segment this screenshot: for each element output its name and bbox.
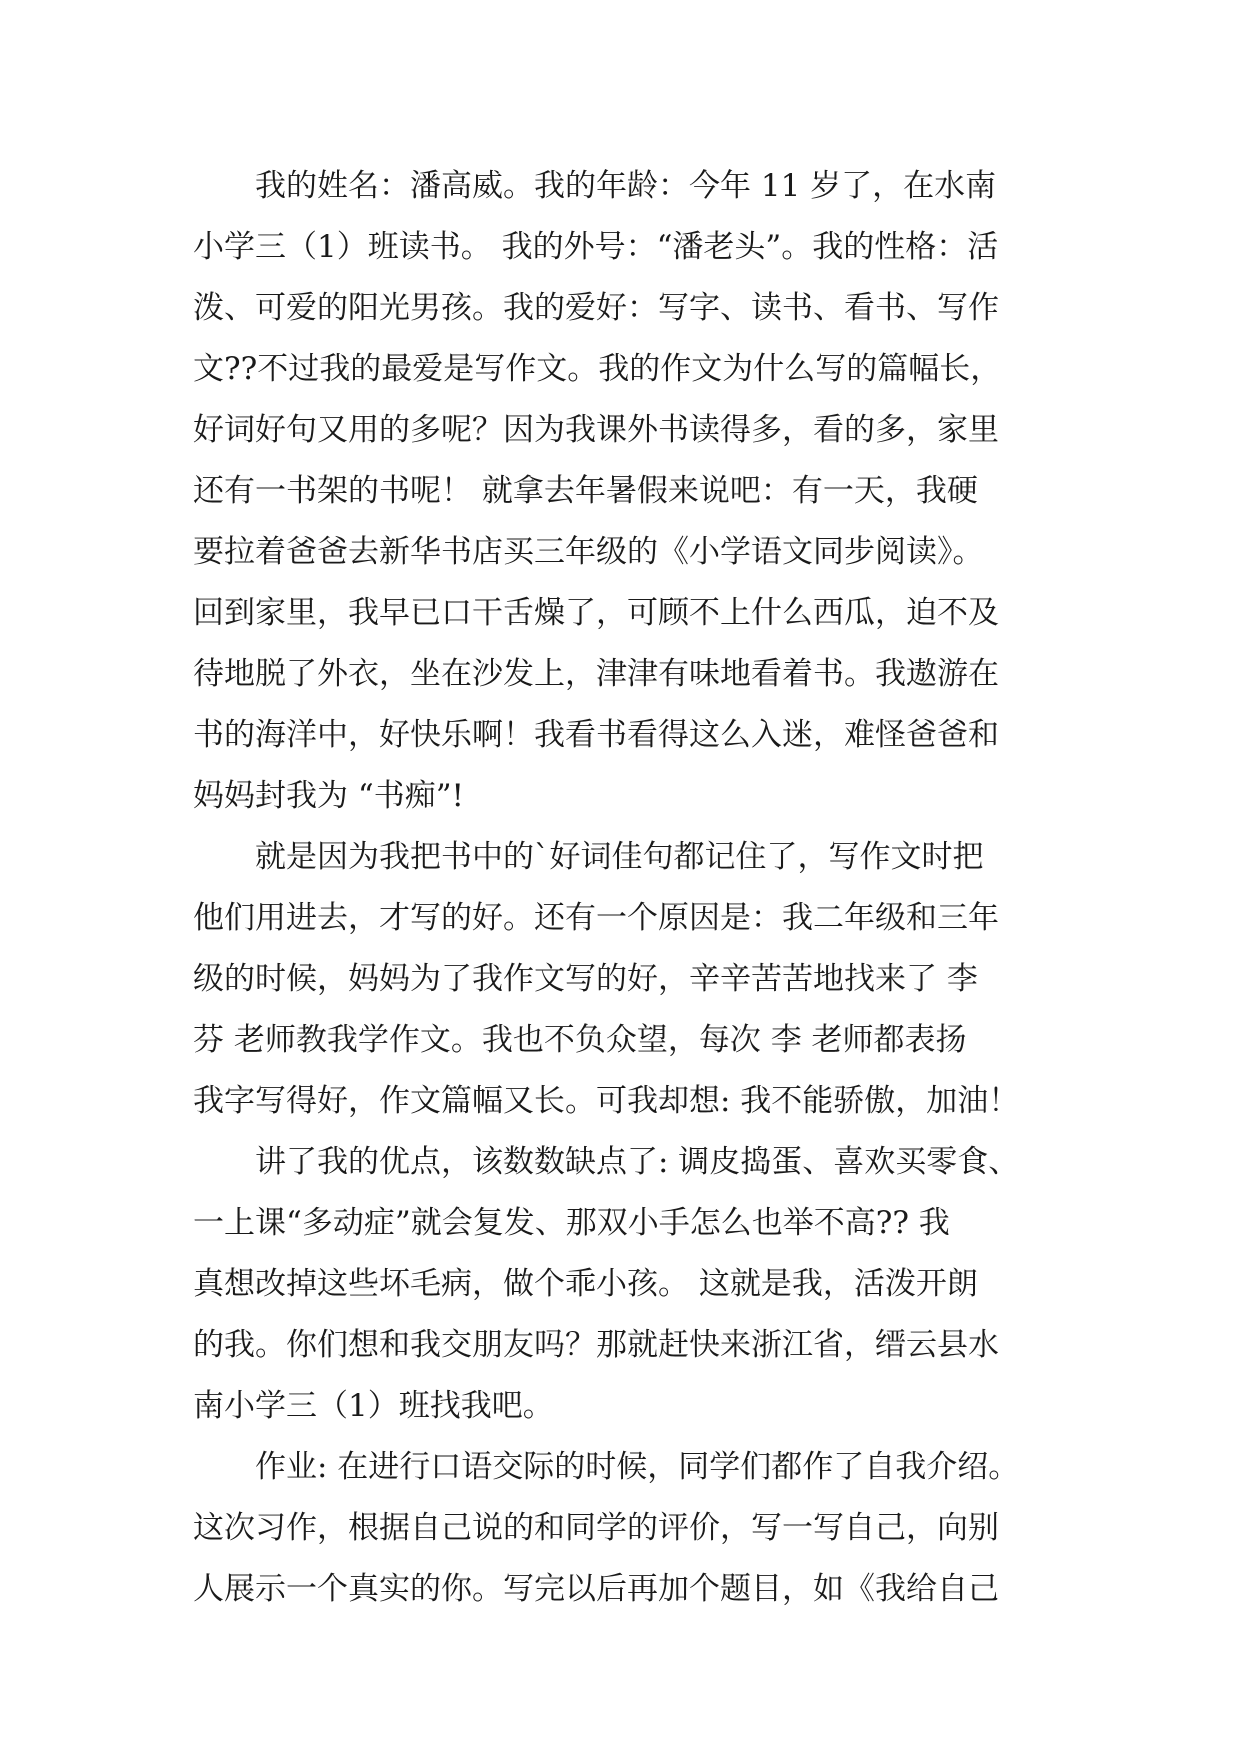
paragraph-3-line-5: 南小学三（1）班找我吧。 (193, 1388, 554, 1424)
paragraph-2-line-5: 我字写得好，作文篇幅又长。可我却想: 我不能骄傲，加油！ (193, 1083, 1020, 1119)
paragraph-3-line-2: 一上课“多动症”就会复发、那双小手怎么也举不高?? 我 (193, 1205, 950, 1241)
paragraph-3-line-3: 真想改掉这些坏毛病，做个乖小孩。 这就是我，活泼开朗 (193, 1266, 978, 1302)
paragraph-1-line-7: 要拉着爸爸去新华书店买三年级的《小学语文同步阅读》。 (193, 534, 984, 570)
paragraph-1-line-4: 文??不过我的最爱是写作文。我的作文为什么写的篇幅长， (193, 351, 1002, 387)
paragraph-1-line-5: 好词好句又用的多呢？因为我课外书读得多，看的多，家里 (193, 412, 999, 448)
paragraph-1-line-11: 妈妈封我为 “书痴”! (193, 778, 465, 814)
paragraph-1-line-1: 我的姓名：潘高威。我的年龄：今年 11 岁了，在水南 (255, 168, 997, 204)
paragraph-2-line-4: 芬 老师教我学作文。我也不负众望，每次 李 老师都表扬 (193, 1022, 967, 1058)
paragraph-3-line-4: 的我。你们想和我交朋友吗？那就赶快来浙江省，缙云县水 (193, 1327, 999, 1363)
paragraph-4-line-1: 作业: 在进行口语交际的时候，同学们都作了自我介绍。 (255, 1449, 1020, 1485)
paragraph-4-line-3: 人展示一个真实的你。写完以后再加个题目，如《我给自己 (193, 1571, 999, 1607)
paragraph-3-line-1: 讲了我的优点，该数数缺点了: 调皮捣蛋、喜欢买零食、 (255, 1144, 1020, 1180)
paragraph-1-line-2: 小学三（1）班读书。 我的外号：“潘老头”。我的性格：活 (193, 229, 999, 265)
paragraph-1-line-10: 书的海洋中，好快乐啊！我看书看得这么入迷，难怪爸爸和 (193, 717, 999, 753)
paragraph-1-line-6: 还有一书架的书呢！ 就拿去年暑假来说吧：有一天，我硬 (193, 473, 978, 509)
paragraph-4-line-2: 这次习作，根据自己说的和同学的评价，写一写自己，向别 (193, 1510, 999, 1546)
paragraph-2-line-1: 就是因为我把书中的`好词佳句都记住了，写作文时把 (255, 839, 984, 875)
paragraph-1-line-9: 待地脱了外衣，坐在沙发上，津津有味地看着书。我遨游在 (193, 656, 999, 692)
paragraph-1-line-8: 回到家里，我早已口干舌燥了，可顾不上什么西瓜，迫不及 (193, 595, 999, 631)
paragraph-2-line-2: 他们用进去，才写的好。还有一个原因是：我二年级和三年 (193, 900, 999, 936)
document-body (193, 156, 1053, 1620)
paragraph-2-line-3: 级的时候，妈妈为了我作文写的好，辛辛苦苦地找来了 李 (193, 961, 978, 997)
paragraph-1-line-3: 泼、可爱的阳光男孩。我的爱好：写字、读书、看书、写作 (193, 290, 999, 326)
